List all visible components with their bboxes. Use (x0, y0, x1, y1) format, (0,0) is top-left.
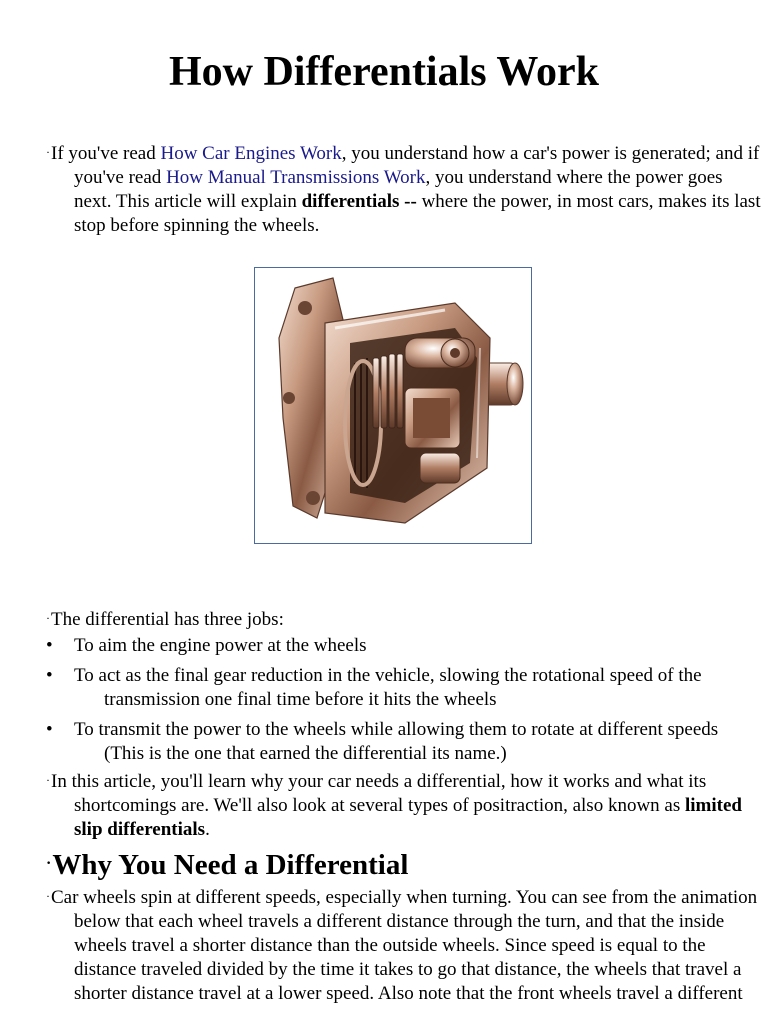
article-text-2: . (205, 819, 210, 840)
intro-text-3: , you understand where the power goes next. This article will explain (74, 167, 723, 212)
list-item (46, 634, 736, 658)
paragraph-marker: · (46, 611, 50, 625)
link-how-car-engines-work[interactable]: How Car Engines Work (160, 143, 342, 164)
jobs-list (46, 634, 736, 772)
jobs-intro (46, 606, 736, 632)
section-heading (46, 846, 408, 883)
link-how-manual-transmissions-work[interactable]: How Manual Transmissions Work (166, 167, 426, 188)
article-bold-limited-slip: limited slip differentials (74, 795, 742, 840)
intro-text-4: where the power, in most cars, makes its last stop before spinning the wheels. (74, 191, 761, 236)
bullet-marker: • (46, 635, 53, 656)
paragraph-marker: · (46, 889, 50, 903)
section-heading-text: Why You Need a Differential (52, 849, 409, 881)
section-paragraph (46, 884, 764, 1006)
intro-paragraph (46, 140, 764, 238)
differential-cutaway-image (254, 267, 532, 544)
intro-text-2: , you understand how a car's power is generated; and if you've read (74, 143, 760, 188)
section-paragraph-text: Car wheels spin at different speeds, especially when turning. You can see from the animation below that each wheel travels a different distance through the turn, and that the inside wheels travel a shorter distance than the outside wheels. Since speed is equal to the distance traveled divided by the time it takes to go that distance, the wheels that travel a shorter distance travel at a lower speed. Also note that the front wheels travel a different (51, 887, 758, 1004)
intro-text-1: If you've read (51, 143, 161, 164)
article-overview-paragraph (46, 768, 764, 842)
list-item (46, 718, 736, 766)
job-text-3: To transmit the power to the wheels while allowing them to rotate at different speeds (This is the one that earned the differential its name.) (74, 719, 719, 764)
jobs-intro-text: The differential has three jobs: (51, 609, 284, 630)
intro-bold-differentials: differentials -- (301, 191, 417, 212)
heading-marker: · (46, 855, 52, 872)
article-text-1: In this article, you'll learn why your car needs a differential, how it works and what its shortcomings are. We'll also look at several types of positraction, also known as (51, 771, 707, 816)
job-text-1: To aim the engine power at the wheels (74, 635, 367, 656)
paragraph-marker: · (46, 773, 50, 787)
bullet-marker: • (46, 665, 53, 686)
job-text-2: To act as the final gear reduction in the vehicle, slowing the rotational speed of the transmission one final time before it hits the wheels (74, 665, 702, 710)
paragraph-marker: · (46, 145, 50, 159)
list-item (46, 664, 736, 712)
bullet-marker: • (46, 719, 53, 740)
page-title: How Differentials Work (168, 49, 600, 95)
differential-illustration (255, 268, 531, 543)
